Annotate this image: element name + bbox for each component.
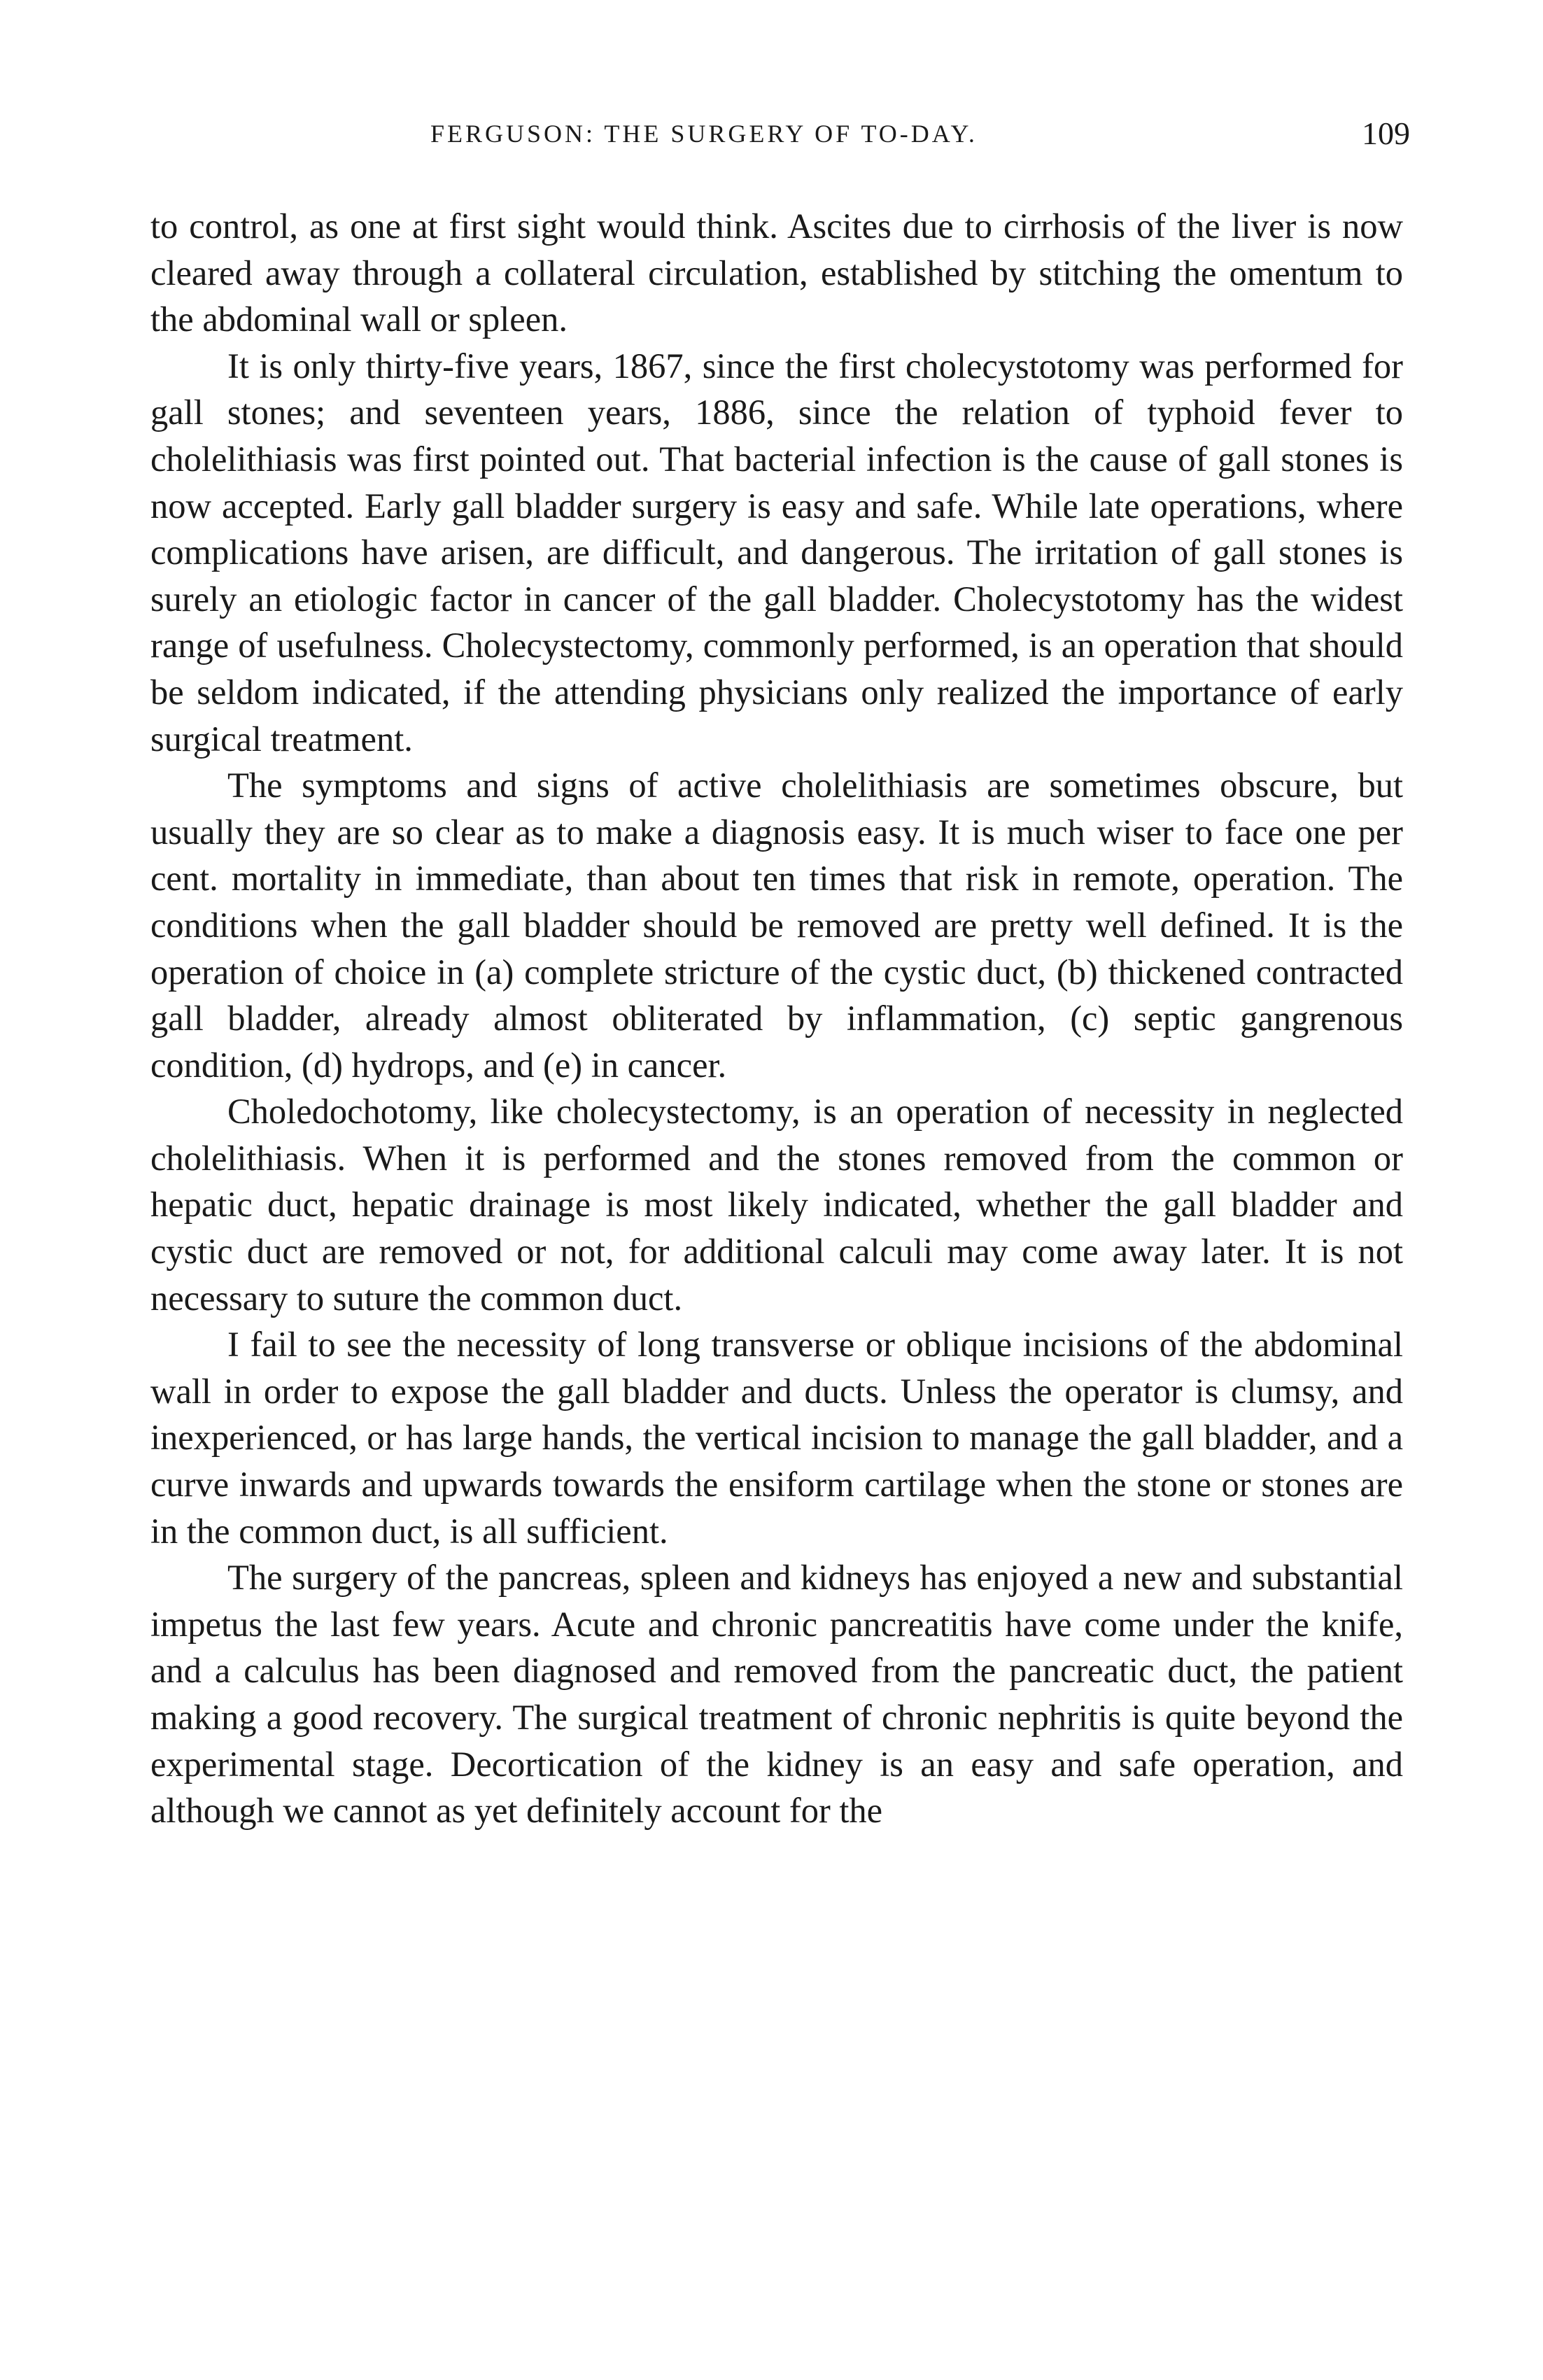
paragraph-5: I fail to see the necessity of long transverse or oblique incisions of the abdominal wall in order to expose the gall bladder and ducts. Unless the operator is clumsy, and inexperienced, or has large hands, the vertical incision to manage the gall bladder, and a curve inwards and upwards towards the ensiform cartilage when the stone or stones are in the common duct, is all sufficient. — [150, 1325, 1403, 1551]
running-title: FERGUSON: THE SURGERY OF TO-DAY. — [430, 120, 978, 148]
paragraph-3: The symptoms and signs of active cholelithiasis are sometimes obscure, but usually they are so clear as to make a diagnosis easy. It is much wiser to face one per cent. mortality in immediate, than about ten times that risk in remote, operation. The conditions when the gall bladder should be removed are pretty well defined. It is the operation of choice in (a) complete stricture of the cystic duct, (b) thickened contracted gall bladder, already almost obliterated by inflammation, (c) septic gangrenous condition, (d) hydrops, and (e) in cancer. — [150, 766, 1403, 1085]
paragraph-6: The surgery of the pancreas, spleen and kidneys has enjoyed a new and substantial impetus the last few years. Acute and chronic pancreatitis have come under the knife, and a calculus has been diagnosed and removed from the pancreatic duct, the patient making a good recovery. The surgical treatment of chronic nephritis is quite beyond the experimental stage. Decortication of the kidney is an easy and safe operation, and although we cannot as yet definitely account for the — [150, 1558, 1403, 1831]
paragraph-1: to control, as one at first sight would think. Ascites due to cirrhosis of the liver is now cleared away through a collateral circulation, established by stitching the omentum to the abdominal wall or spleen. — [150, 206, 1403, 339]
page-number: 109 — [1362, 115, 1410, 151]
page-header — [150, 115, 1410, 168]
paragraph-2: It is only thirty-five years, 1867, since the first cholecystotomy was performed for gall stones; and seventeen years, 1886, since the relation of typhoid fever to cholelithiasis was first pointed out. That bacterial infection is the cause of gall stones is now accepted. Early gall bladder surgery is easy and safe. While late operations, where complications have arisen, are difficult, and dangerous. The irritation of gall stones is surely an etiologic factor in cancer of the gall bladder. Cholecystotomy has the widest range of usefulness. Cholecystectomy, commonly performed, is an operation that should be seldom indicated, if the attending physicians only realized the importance of early surgical treatment. — [150, 346, 1403, 759]
body-text — [150, 203, 1403, 1834]
paragraph-4: Choledochotomy, like cholecystectomy, is an operation of necessity in neglected cholelithiasis. When it is performed and the stones removed from the common or hepatic duct, hepatic drainage is most likely indicated, whether the gall bladder and cystic duct are removed or not, for additional calculi may come away later. It is not necessary to suture the common duct. — [150, 1092, 1403, 1318]
